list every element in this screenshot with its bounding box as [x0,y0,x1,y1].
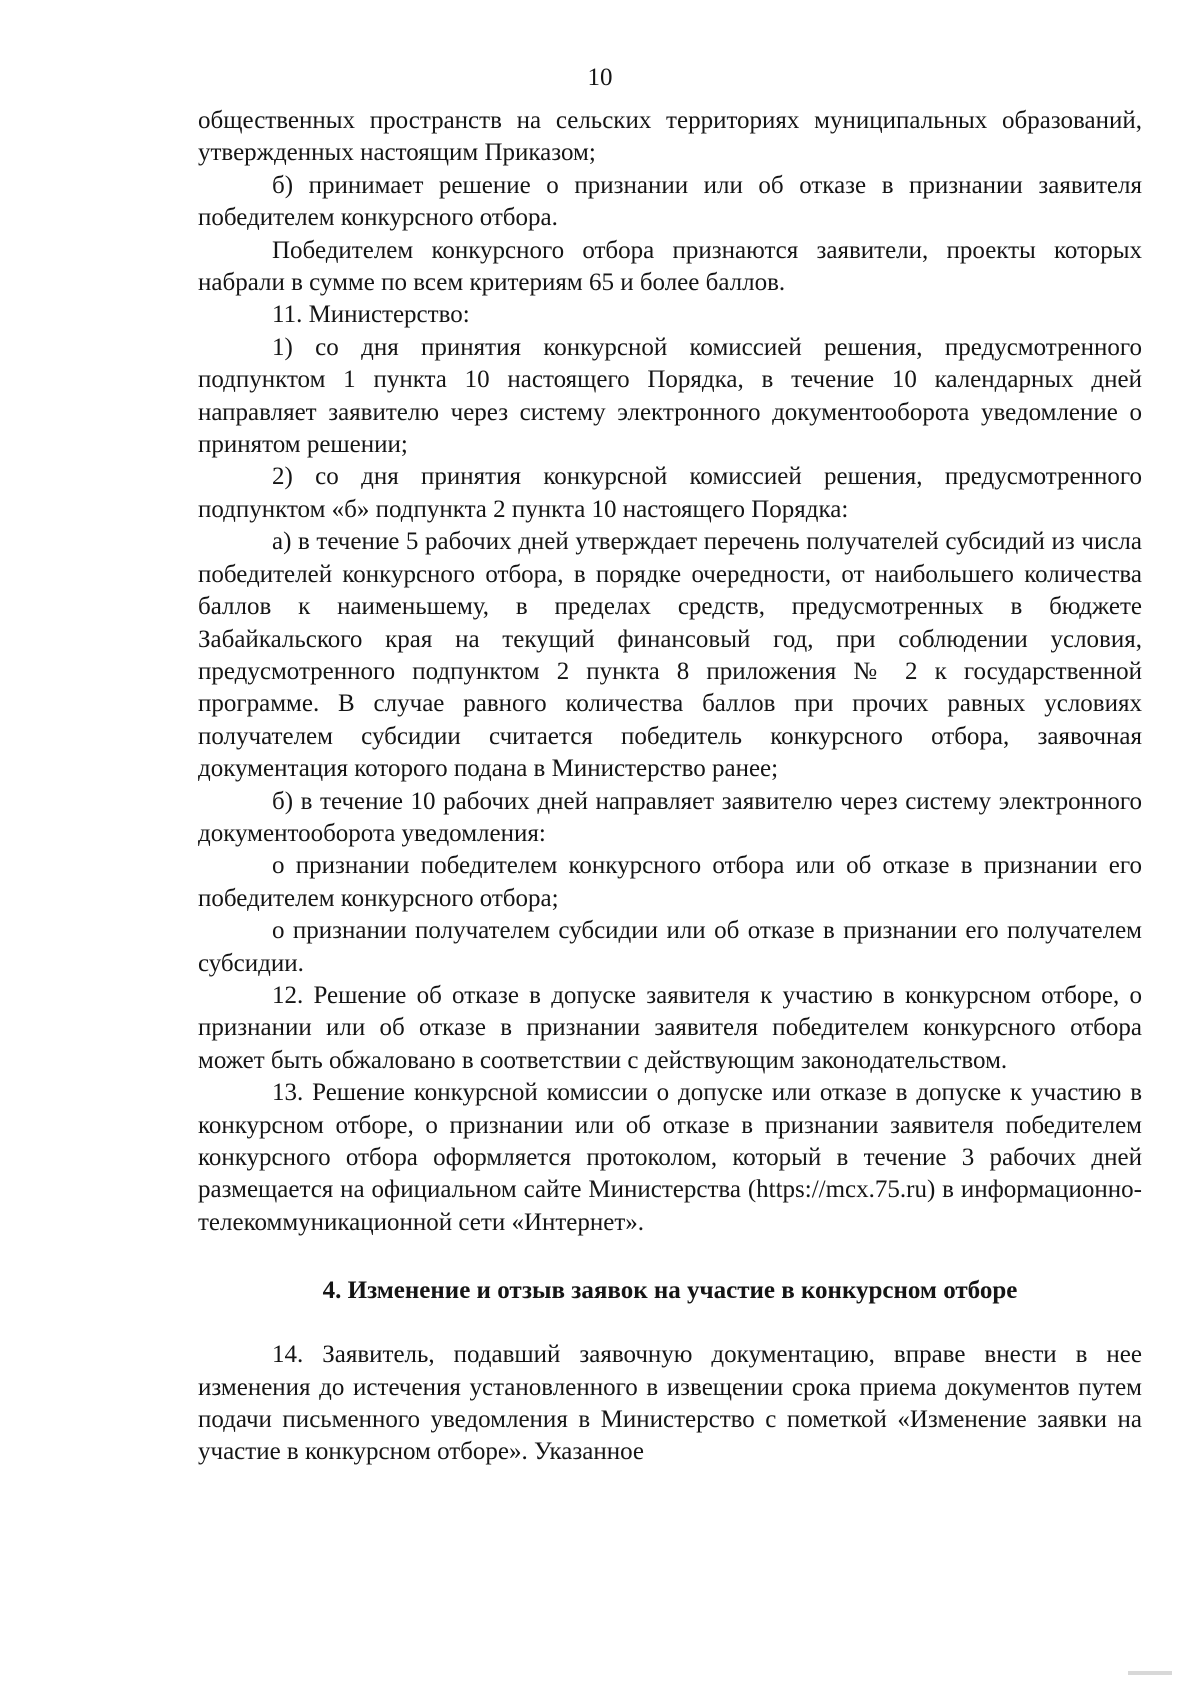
paragraph: 2) со дня принятия конкурсной комиссией решения, предусмотренного подпунктом «б» подпункта 2 пункта 10 настоящего Порядка: [198,463,1142,523]
page-number: 10 [587,64,613,91]
paragraph: б) в течение 10 рабочих дней направляет заявителю через систему электронного документооборота уведомления: [198,787,1142,847]
paragraph: о признании победителем конкурсного отбора или об отказе в признании его победителем конкурсного отбора; [198,852,1142,912]
paragraph: 12. Решение об отказе в допуске заявителя к участию в конкурсном отборе, о признании или об отказе в признании заявителя победителем конкурсного отбора может быть обжаловано в соответствии с действующим законодательством. [198,981,1142,1074]
paragraph: 11. Министерство: [272,301,470,329]
section-heading: 4. Изменение и отзыв заявок на участие в конкурсном отборе [322,1277,1018,1305]
paragraph: Победителем конкурсного отбора признаются заявители, проекты которых набрали в сумме по всем критериям 65 и более баллов. [198,236,1142,297]
scan-artifact-mark [1128,1671,1172,1675]
paragraph: общественных пространств на сельских территориях муниципальных образований, утвержденных настоящим Приказом; [198,107,1142,167]
paragraph: а) в течение 5 рабочих дней утверждает перечень получателей субсидий из числа победителей конкурсного отбора, в порядке очередности, от наибольшего количества баллов к наименьшему, в пределах средств, предусмотренных в бюджете Забайкальского края на текущий финансовый год, при соблюдении условия, предусмотренного подпунктом 2 пункта 8 приложения № 2 к государственной программе. В случае равного количества баллов при прочих равных условиях получателем субсидии считается победитель конкурсного отбора, заявочная документация которого подана в Министерство ранее; [198,528,1142,783]
paragraphs-after-heading [198,1339,1142,1469]
document-body [198,105,1142,1469]
paragraph: 1) со дня принятия конкурсной комиссией решения, предусмотренного подпунктом 1 пункта 10 настоящего Порядка, в течение 10 календарных дней направляет заявителю через систему электронного документооборота уведомление о принятом решении; [198,333,1142,459]
paragraph: о признании получателем субсидии или об отказе в признании его получателем субсидии. [198,917,1142,977]
paragraphs-before-heading [198,105,1142,1239]
paragraph: б) принимает решение о признании или об отказе в признании заявителя победителем конкурсного отбора. [198,171,1142,232]
paragraph: 13. Решение конкурсной комиссии о допуске или отказе в допуске к участию в конкурсном отборе, о признании или об отказе в признании заявителя победителем конкурсного отбора оформляется протоколом, который в течение 3 рабочих дней размещается на официальном сайте Министерства (https://mcx.75.ru) в информационно-телекоммуникационной сети «Интернет». [198,1079,1142,1236]
paragraph: 14. Заявитель, подавший заявочную документацию, вправе внести в нее изменения до истечения установленного в извещении срока приема документов путем подачи письменного уведомления в Министерство с пометкой «Изменение заявки на участие в конкурсном отборе». Указанное [198,1341,1142,1466]
